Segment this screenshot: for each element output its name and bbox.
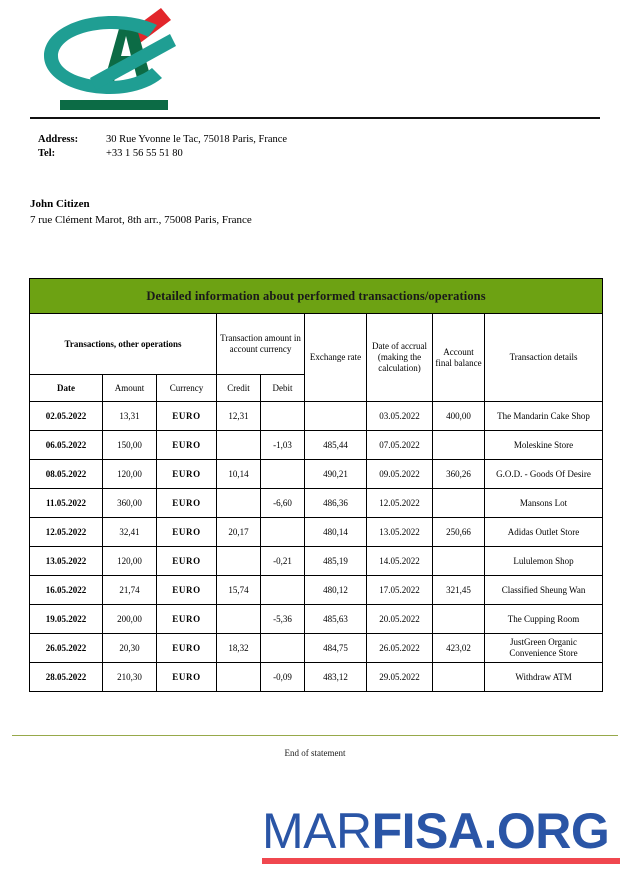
cell-exchange-rate: 484,75 bbox=[305, 634, 367, 663]
header-transactions-group: Transactions, other operations bbox=[30, 314, 217, 375]
cell-accrual-date: 03.05.2022 bbox=[367, 402, 433, 431]
cell-accrual-date: 26.05.2022 bbox=[367, 634, 433, 663]
cell-accrual-date: 09.05.2022 bbox=[367, 460, 433, 489]
cell-final-balance bbox=[433, 489, 485, 518]
cell-details: The Mandarin Cake Shop bbox=[485, 402, 603, 431]
cell-details: JustGreen Organic Convenience Store bbox=[485, 634, 603, 663]
cell-currency: EURO bbox=[157, 547, 217, 576]
header-currency: Currency bbox=[157, 375, 217, 402]
cell-currency: EURO bbox=[157, 431, 217, 460]
transactions-table-wrapper bbox=[29, 278, 602, 692]
cell-details: Classified Sheung Wan bbox=[485, 576, 603, 605]
watermark-text-bold: FISA.ORG bbox=[371, 803, 610, 859]
cell-credit bbox=[217, 663, 261, 692]
cell-exchange-rate: 480,14 bbox=[305, 518, 367, 547]
cell-debit bbox=[261, 634, 305, 663]
table-row bbox=[30, 518, 603, 547]
cell-final-balance: 250,66 bbox=[433, 518, 485, 547]
table-row bbox=[30, 460, 603, 489]
cell-details: Moleskine Store bbox=[485, 431, 603, 460]
cell-accrual-date: 29.05.2022 bbox=[367, 663, 433, 692]
cell-date: 13.05.2022 bbox=[30, 547, 103, 576]
footer-divider bbox=[12, 735, 618, 736]
cell-date: 08.05.2022 bbox=[30, 460, 103, 489]
cell-exchange-rate bbox=[305, 402, 367, 431]
cell-final-balance bbox=[433, 663, 485, 692]
customer-block bbox=[30, 196, 252, 228]
cell-accrual-date: 14.05.2022 bbox=[367, 547, 433, 576]
cell-accrual-date: 20.05.2022 bbox=[367, 605, 433, 634]
cell-accrual-date: 17.05.2022 bbox=[367, 576, 433, 605]
cell-amount: 360,00 bbox=[103, 489, 157, 518]
cell-details: The Cupping Room bbox=[485, 605, 603, 634]
cell-credit bbox=[217, 547, 261, 576]
cell-amount: 21,74 bbox=[103, 576, 157, 605]
cell-exchange-rate: 486,36 bbox=[305, 489, 367, 518]
bank-contact-row bbox=[38, 147, 287, 161]
table-row bbox=[30, 663, 603, 692]
credit-agricole-logo-svg bbox=[30, 4, 190, 112]
cell-date: 06.05.2022 bbox=[30, 431, 103, 460]
marfisa-watermark bbox=[262, 805, 622, 867]
cell-credit: 10,14 bbox=[217, 460, 261, 489]
header-credit: Credit bbox=[217, 375, 261, 402]
cell-credit: 15,74 bbox=[217, 576, 261, 605]
cell-debit: -0,21 bbox=[261, 547, 305, 576]
cell-final-balance: 400,00 bbox=[433, 402, 485, 431]
cell-amount: 150,00 bbox=[103, 431, 157, 460]
cell-date: 16.05.2022 bbox=[30, 576, 103, 605]
cell-date: 11.05.2022 bbox=[30, 489, 103, 518]
cell-details: G.O.D. - Goods Of Desire bbox=[485, 460, 603, 489]
customer-name: John Citizen bbox=[30, 198, 90, 210]
cell-amount: 200,00 bbox=[103, 605, 157, 634]
tel-label: Tel: bbox=[38, 148, 56, 159]
table-row bbox=[30, 605, 603, 634]
cell-final-balance: 321,45 bbox=[433, 576, 485, 605]
header-exchange-rate: Exchange rate bbox=[305, 314, 367, 402]
table-row bbox=[30, 402, 603, 431]
cell-details: Mansons Lot bbox=[485, 489, 603, 518]
cell-final-balance bbox=[433, 431, 485, 460]
cell-debit: -1,03 bbox=[261, 431, 305, 460]
cell-accrual-date: 13.05.2022 bbox=[367, 518, 433, 547]
table-row bbox=[30, 547, 603, 576]
cell-date: 12.05.2022 bbox=[30, 518, 103, 547]
customer-address: 7 rue Clément Marot, 8th arr., 75008 Paris, France bbox=[30, 214, 252, 226]
cell-debit: -0,09 bbox=[261, 663, 305, 692]
address-label: Address: bbox=[38, 134, 79, 145]
cell-currency: EURO bbox=[157, 605, 217, 634]
table-row bbox=[30, 634, 603, 663]
cell-exchange-rate: 490,21 bbox=[305, 460, 367, 489]
cell-details: Adidas Outlet Store bbox=[485, 518, 603, 547]
transactions-table bbox=[29, 278, 603, 692]
cell-credit: 20,17 bbox=[217, 518, 261, 547]
table-row bbox=[30, 431, 603, 460]
cell-currency: EURO bbox=[157, 576, 217, 605]
table-group-header-row bbox=[30, 314, 603, 375]
header-date-of-accrual: Date of accrual (making the calculation) bbox=[367, 314, 433, 402]
cell-accrual-date: 07.05.2022 bbox=[367, 431, 433, 460]
cell-credit: 18,32 bbox=[217, 634, 261, 663]
table-row bbox=[30, 489, 603, 518]
cell-final-balance: 360,26 bbox=[433, 460, 485, 489]
cell-currency: EURO bbox=[157, 634, 217, 663]
bank-contact-row bbox=[38, 133, 287, 147]
cell-exchange-rate: 480,12 bbox=[305, 576, 367, 605]
transactions-table-body bbox=[30, 402, 603, 692]
cell-exchange-rate: 485,44 bbox=[305, 431, 367, 460]
cell-exchange-rate: 483,12 bbox=[305, 663, 367, 692]
table-row bbox=[30, 576, 603, 605]
cell-final-balance bbox=[433, 605, 485, 634]
cell-debit bbox=[261, 576, 305, 605]
cell-debit bbox=[261, 460, 305, 489]
cell-amount: 32,41 bbox=[103, 518, 157, 547]
cell-currency: EURO bbox=[157, 518, 217, 547]
cell-accrual-date: 12.05.2022 bbox=[367, 489, 433, 518]
table-title-row bbox=[30, 279, 603, 314]
cell-debit bbox=[261, 518, 305, 547]
cell-amount: 13,31 bbox=[103, 402, 157, 431]
table-title: Detailed information about performed transactions/operations bbox=[30, 279, 603, 314]
cell-details: Lululemon Shop bbox=[485, 547, 603, 576]
cell-final-balance bbox=[433, 547, 485, 576]
cell-exchange-rate: 485,63 bbox=[305, 605, 367, 634]
header-amount-account-currency: Transaction amount in account currency bbox=[217, 314, 305, 375]
cell-amount: 120,00 bbox=[103, 460, 157, 489]
cell-currency: EURO bbox=[157, 460, 217, 489]
cell-date: 02.05.2022 bbox=[30, 402, 103, 431]
header-transaction-details: Transaction details bbox=[485, 314, 603, 402]
cell-credit: 12,31 bbox=[217, 402, 261, 431]
credit-agricole-logo bbox=[30, 4, 190, 112]
cell-exchange-rate: 485,19 bbox=[305, 547, 367, 576]
cell-date: 26.05.2022 bbox=[30, 634, 103, 663]
end-of-statement-text: End of statement bbox=[284, 748, 346, 758]
cell-amount: 20,30 bbox=[103, 634, 157, 663]
cell-debit bbox=[261, 402, 305, 431]
bank-contact-block bbox=[38, 133, 287, 161]
address-value: 30 Rue Yvonne le Tac, 75018 Paris, France bbox=[106, 134, 288, 145]
header-amount: Amount bbox=[103, 375, 157, 402]
cell-details: Withdraw ATM bbox=[485, 663, 603, 692]
cell-debit: -5,36 bbox=[261, 605, 305, 634]
watermark-text bbox=[262, 805, 622, 857]
cell-currency: EURO bbox=[157, 402, 217, 431]
cell-date: 28.05.2022 bbox=[30, 663, 103, 692]
header-account-final-balance: Account final balance bbox=[433, 314, 485, 402]
cell-amount: 120,00 bbox=[103, 547, 157, 576]
cell-credit bbox=[217, 431, 261, 460]
tel-value: +33 1 56 55 51 80 bbox=[106, 148, 183, 159]
cell-amount: 210,30 bbox=[103, 663, 157, 692]
watermark-text-light: MAR bbox=[262, 803, 372, 859]
cell-date: 19.05.2022 bbox=[30, 605, 103, 634]
cell-final-balance: 423,02 bbox=[433, 634, 485, 663]
cell-credit bbox=[217, 605, 261, 634]
cell-credit bbox=[217, 489, 261, 518]
cell-currency: EURO bbox=[157, 489, 217, 518]
header-date: Date bbox=[30, 375, 103, 402]
header-debit: Debit bbox=[261, 375, 305, 402]
header-divider bbox=[30, 117, 600, 119]
cell-debit: -6,60 bbox=[261, 489, 305, 518]
cell-currency: EURO bbox=[157, 663, 217, 692]
